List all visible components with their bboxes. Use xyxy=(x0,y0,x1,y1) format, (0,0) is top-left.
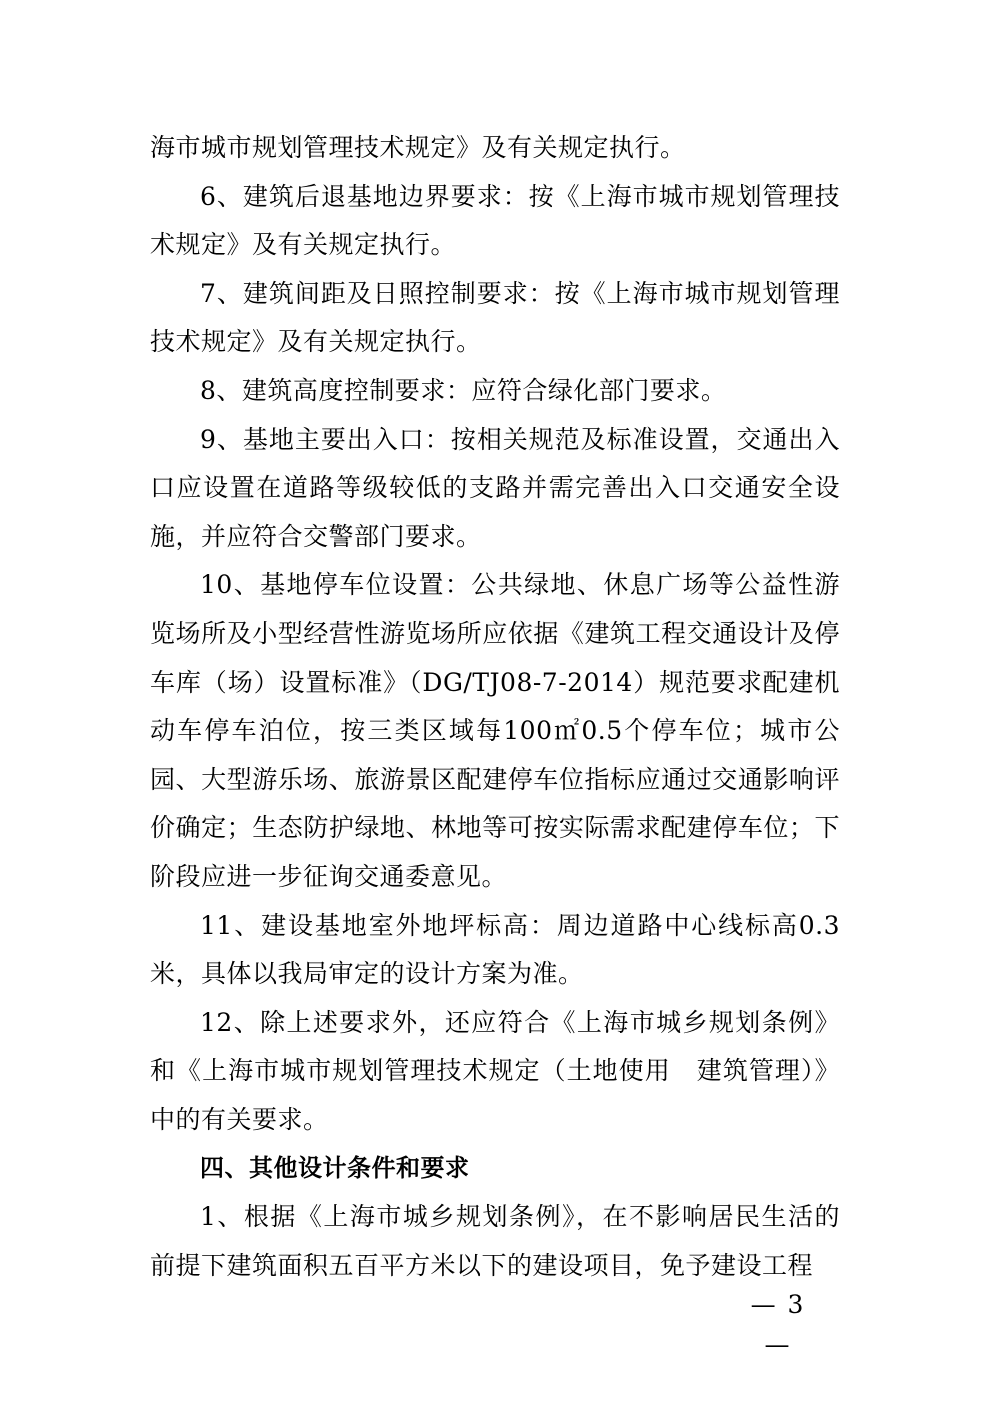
paragraph-item-9: 9、基地主要出入口：按相关规范及标准设置，交通出入口应设置在道路等级较低的支路并需完善出入口交通安全设施，并应符合交警部门要求。 xyxy=(150,424,840,551)
paragraph-item-10: 10、基地停车位设置：公共绿地、休息广场等公益性游览场所及小型经营性游览场所应依据《建筑工程交通设计及停车库（场）设置标准》（DG/TJ08-7-2014）规范要求配建机动车停车泊位，按三类区域每100㎡0.5个停车位；城市公园、大型游乐场、旅游景区配建停车位指标应通过交通影响评价确定；生态防护绿地、林地等可按实际需求配建停车位；下阶段应进一步征询交通委意见。 xyxy=(150,570,840,891)
page-number: — 3 — xyxy=(750,1290,806,1359)
section-heading: 四、其他设计条件和要求 xyxy=(200,1154,470,1183)
paragraph-item-7: 7、建筑间距及日照控制要求：按《上海市城市规划管理技术规定》及有关规定执行。 xyxy=(150,278,840,357)
paragraph-continued: 海市城市规划管理技术规定》及有关规定执行。 xyxy=(150,133,686,162)
paragraph-item-6: 6、建筑后退基地边界要求：按《上海市城市规划管理技术规定》及有关规定执行。 xyxy=(150,181,840,260)
paragraph-item-11: 11、建设基地室外地坪标高：周边道路中心线标高0.3米，具体以我局审定的设计方案为准。 xyxy=(150,910,840,989)
paragraph-item-8: 8、建筑高度控制要求：应符合绿化部门要求。 xyxy=(200,375,727,405)
section-paragraph-1: 1、根据《上海市城乡规划条例》，在不影响居民生活的前提下建筑面积五百平方米以下的建设项目，免予建设工程 xyxy=(150,1202,840,1280)
paragraph-item-12: 12、除上述要求外，还应符合《上海市城乡规划条例》和《上海市城市规划管理技术规定（土地使用 建筑管理）》中的有关要求。 xyxy=(150,1007,840,1134)
body-text xyxy=(150,124,840,1290)
